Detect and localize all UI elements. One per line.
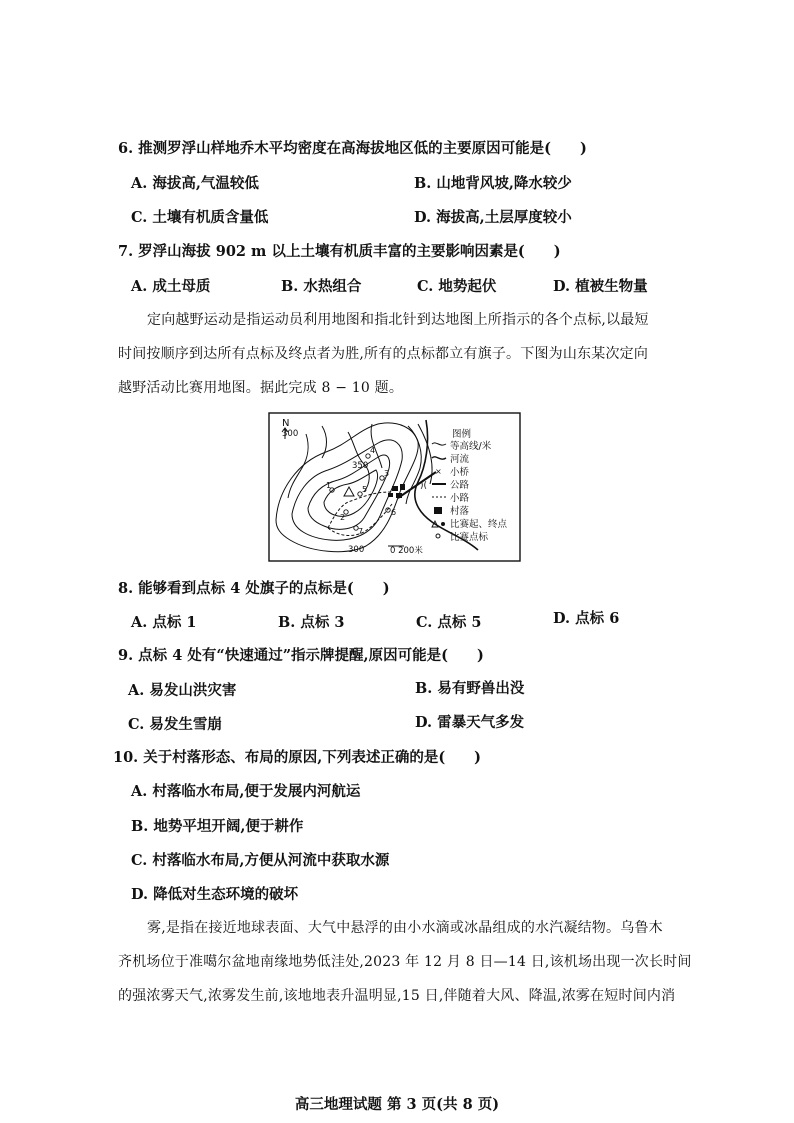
q8-option-b: B. 点标 3 — [278, 614, 345, 631]
legend-village: 村落 — [450, 506, 470, 517]
q8-option-a: A. 点标 1 — [131, 614, 197, 631]
village-legend-icon — [434, 507, 442, 514]
contour-label-mid: 350 — [352, 461, 369, 471]
intro-fog-line-2: 齐机场位于准噶尔盆地南缘地势低洼处,2023 年 12 月 8 日—14 日,该机场出现一次长时间 — [118, 954, 692, 970]
q6-option-c: C. 土壤有机质含量低 — [131, 209, 269, 226]
q8-option-c: C. 点标 5 — [416, 614, 482, 631]
orienteering-map — [268, 412, 521, 562]
legend-contour: 等高线/米 — [450, 441, 492, 452]
q9-option-b: B. 易有野兽出没 — [415, 680, 525, 697]
bridge-icon: )( — [420, 481, 428, 491]
q6-option-d: D. 海拔高,土层厚度较小 — [414, 209, 572, 226]
checkpoint-label-7: 7 — [358, 527, 364, 536]
intro-fog-line-1: 雾,是指在接近地球表面、大气中悬浮的由小水滴或冰晶组成的水汽凝结物。乌鲁木 — [147, 920, 663, 936]
q8-stem: 8. 能够看到点标 4 处旗子的点标是( ) — [118, 580, 390, 597]
intro-fog-line-3: 的强浓雾天气,浓雾发生前,该地地表升温明显,15 日,伴随着大风、降温,浓雾在短时间内消 — [118, 988, 676, 1004]
q9-option-a: A. 易发山洪灾害 — [128, 682, 237, 699]
scale-bar — [388, 545, 423, 556]
checkpoint-label-4: 4 — [370, 446, 376, 455]
q7-option-d: D. 植被生物量 — [553, 278, 648, 295]
q6-stem: 6. 推测罗浮山样地乔木平均密度在高海拔地区低的主要原因可能是( ) — [118, 140, 587, 157]
contour-label-top: 300 — [282, 429, 299, 439]
q7-option-b: B. 水热组合 — [281, 278, 362, 295]
legend-highway: 公路 — [450, 480, 470, 491]
q10-option-a: A. 村落临水布局,便于发展内河航运 — [131, 783, 361, 800]
q10-option-d: D. 降低对生态环境的破坏 — [131, 886, 299, 903]
q10-stem: 10. 关于村落形态、布局的原因,下列表述正确的是( ) — [113, 749, 482, 766]
checkpoint-label-3: 3 — [384, 469, 390, 478]
svg-text:N: N — [282, 418, 290, 429]
checkpoint-flag-legend-icon — [441, 522, 445, 526]
contour-label-bottom: 300 — [348, 545, 365, 555]
legend-title: 图例 — [452, 429, 472, 440]
legend-bridge: 小桥 — [450, 467, 470, 478]
q10-option-b: B. 地势平坦开阔,便于耕作 — [131, 818, 304, 835]
q9-stem: 9. 点标 4 处有“快速通过”指示牌提醒,原因可能是( ) — [118, 647, 484, 664]
legend-start-finish: 比赛起、终点 — [450, 519, 508, 530]
legend-trail: 小路 — [450, 493, 470, 504]
checkpoint-label-2: 2 — [340, 513, 346, 522]
intro-8-10-line-2: 时间按顺序到达所有点标及终点者为胜,所有的点标都立有旗子。下图为山东某次定向 — [118, 346, 649, 362]
legend-river: 河流 — [450, 454, 470, 465]
q9-option-d: D. 雷暴天气多发 — [415, 714, 525, 731]
q10-option-c: C. 村落临水布局,方便从河流中获取水源 — [131, 852, 390, 869]
q6-option-a: A. 海拔高,气温较低 — [131, 175, 259, 192]
q6-option-b: B. 山地背风坡,降水较少 — [414, 175, 572, 192]
q8-option-d: D. 点标 6 — [553, 610, 620, 627]
q7-option-a: A. 成土母质 — [131, 278, 211, 295]
q9-option-c: C. 易发生雪崩 — [128, 716, 222, 733]
svg-text:0 200米: 0 200米 — [390, 546, 423, 556]
bridge-legend-icon: × — [435, 467, 442, 476]
checkpoint-label-1: 1 — [326, 481, 332, 490]
checkpoint-label-6: 6 — [391, 508, 397, 517]
legend-checkpoint: 比赛点标 — [450, 532, 489, 543]
q7-option-c: C. 地势起伏 — [417, 278, 497, 295]
checkpoint-label-5: 5 — [362, 485, 368, 494]
q7-stem: 7. 罗浮山海拔 902 m 以上土壤有机质丰富的主要影响因素是( ) — [118, 243, 561, 260]
intro-8-10-line-1: 定向越野运动是指运动员利用地图和指北针到达地图上所指示的各个点标,以最短 — [147, 312, 649, 328]
intro-8-10-line-3: 越野活动比赛用地图。据此完成 8 − 10 题。 — [118, 380, 404, 396]
page-footer: 高三地理试题 第 3 页(共 8 页) — [294, 1096, 500, 1113]
